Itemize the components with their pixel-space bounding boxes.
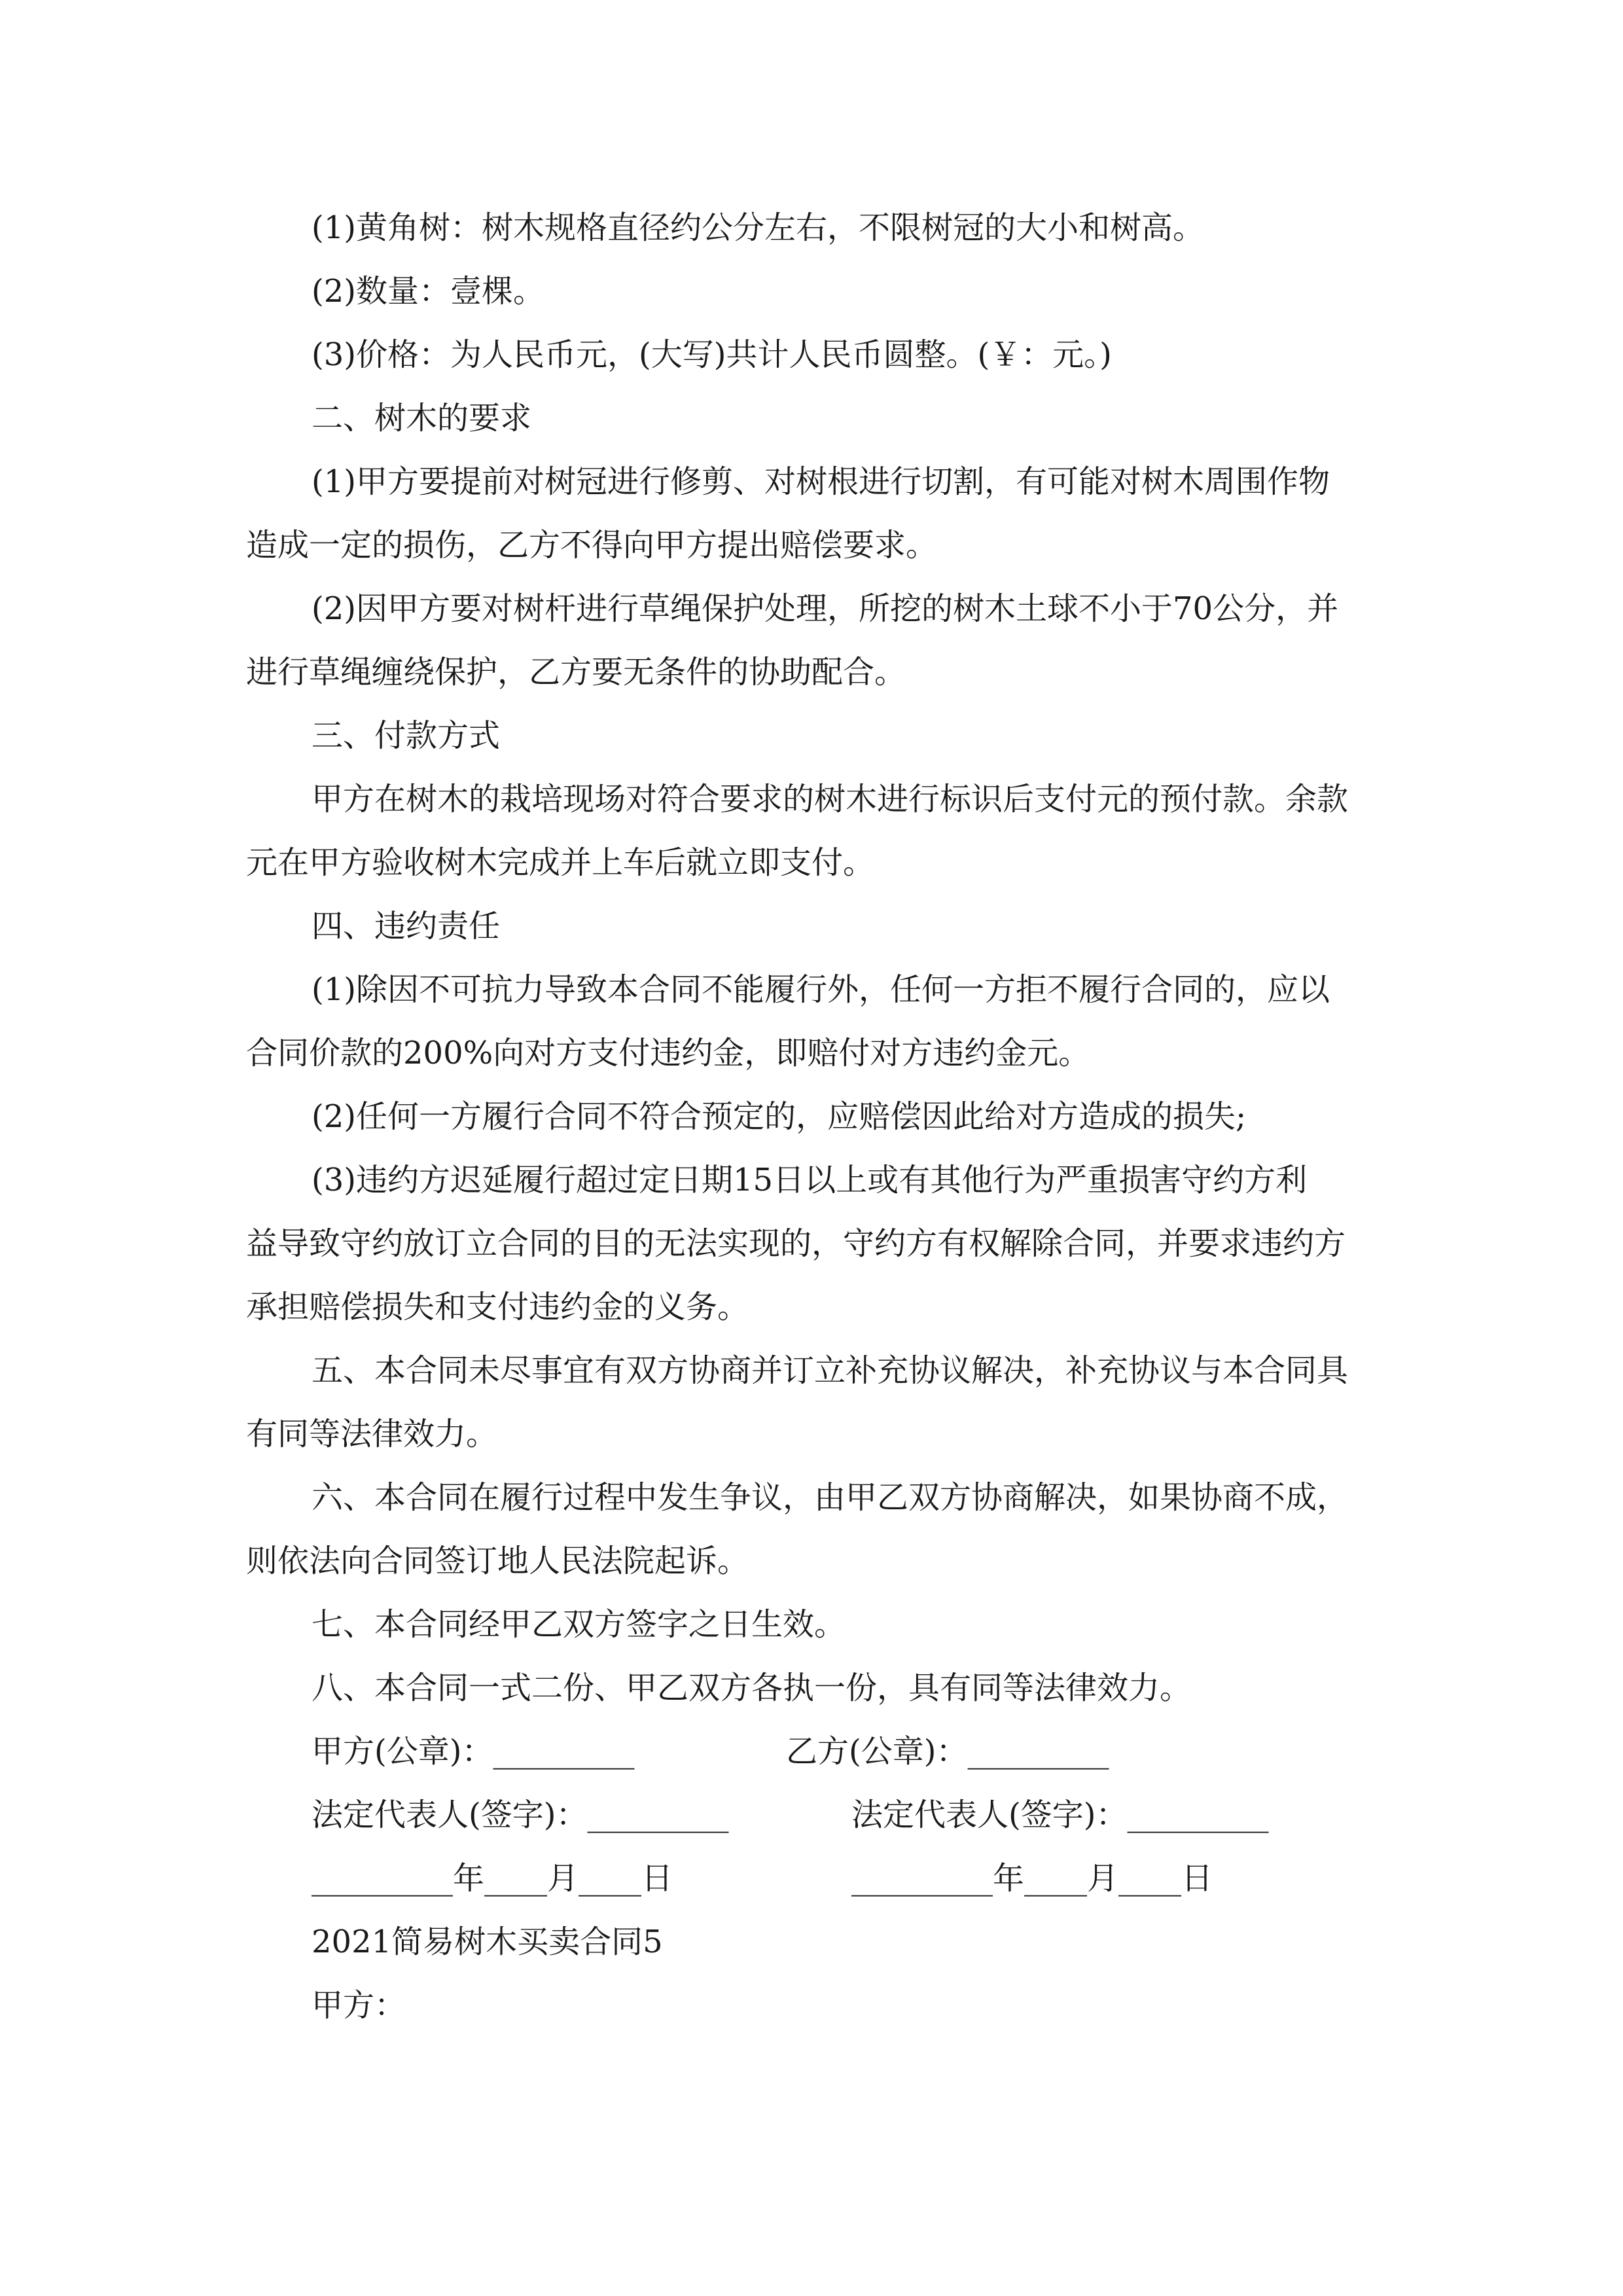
- item-line-price: (3)价格：为人民币元，(大写)共计人民币圆整。(￥：元。): [312, 336, 1112, 373]
- item-line-tree-spec: (1)黄角树：树木规格直径约公分左右，不限树冠的大小和树高。: [312, 209, 1204, 246]
- next-contract-title: 2021简易树木买卖合同5: [312, 1924, 663, 1960]
- paragraph-line: 七、本合同经甲乙双方签字之日生效。: [312, 1606, 846, 1643]
- section-heading-payment: 三、付款方式: [312, 717, 501, 754]
- paragraph-line: (2)任何一方履行合同不符合预定的，应赔偿因此给对方造成的损失;: [312, 1098, 1247, 1135]
- signature-row-representative: [246, 1784, 1378, 1847]
- party-b-rep-field: 法定代表人(签字)：_________: [851, 1797, 1269, 1833]
- paragraph-line: 元在甲方验收树木完成并上车后就立即支付。: [246, 844, 875, 881]
- item-line-quantity: (2)数量：壹棵。: [312, 273, 544, 310]
- paragraph-line: 六、本合同在履行过程中发生争议，由甲乙双方协商解决，如果协商不成，: [312, 1479, 1349, 1516]
- paragraph-line: (1)甲方要提前对树冠进行修剪、对树根进行切割，有可能对树木周围作物: [312, 463, 1330, 500]
- paragraph-line: (2)因甲方要对树杆进行草绳保护处理，所挖的树木土球不小于70公分，并: [312, 590, 1339, 627]
- signature-row-date: [246, 1847, 1378, 1910]
- paragraph-line: 八、本合同一式二份、甲乙双方各执一份，具有同等法律效力。: [312, 1670, 1192, 1706]
- paragraph-line: 益导致守约放订立合同的目的无法实现的，守约方有权解除合同，并要求违约方: [246, 1225, 1346, 1262]
- paragraph-line: (3)违约方迟延履行超过定日期15日以上或有其他行为严重损害守约方利: [312, 1162, 1308, 1198]
- paragraph-line: 合同价款的200%向对方支付违约金，即赔付对方违约金元。: [246, 1035, 1090, 1071]
- paragraph-line: 五、本合同未尽事宜有双方协商并订立补充协议解决，补充协议与本合同具: [312, 1352, 1349, 1389]
- paragraph-line: (1)除因不可抗力导致本合同不能履行外，任何一方拒不履行合同的，应以: [312, 971, 1330, 1008]
- next-contract-party-a: 甲方：: [312, 1987, 406, 2024]
- paragraph-line: 承担赔偿损失和支付违约金的义务。: [246, 1289, 749, 1325]
- paragraph-line: 进行草绳缠绕保护，乙方要无条件的协助配合。: [246, 654, 906, 691]
- paragraph-line: 则依法向合同签订地人民法院起诉。: [246, 1543, 749, 1579]
- section-heading-liability: 四、违约责任: [312, 908, 501, 944]
- party-b-seal-field: 乙方(公章)：_________: [786, 1733, 1109, 1770]
- paragraph-line: 甲方在树木的栽培现场对符合要求的树木进行标识后支付元的预付款。余款: [312, 781, 1349, 817]
- section-heading-requirements: 二、树木的要求: [312, 400, 532, 437]
- paragraph-line: 造成一定的损伤，乙方不得向甲方提出赔偿要求。: [246, 527, 938, 564]
- party-a-rep-field: 法定代表人(签字)：_________: [312, 1797, 729, 1833]
- party-a-seal-field: 甲方(公章)：_________: [312, 1733, 635, 1770]
- party-a-date-field: _________年____月____日: [312, 1860, 673, 1897]
- party-b-date-field: _________年____月____日: [851, 1860, 1213, 1897]
- paragraph-line: 有同等法律效力。: [246, 1416, 498, 1452]
- signature-row-seal: [246, 1720, 1378, 1784]
- contract-body: [246, 196, 1378, 2037]
